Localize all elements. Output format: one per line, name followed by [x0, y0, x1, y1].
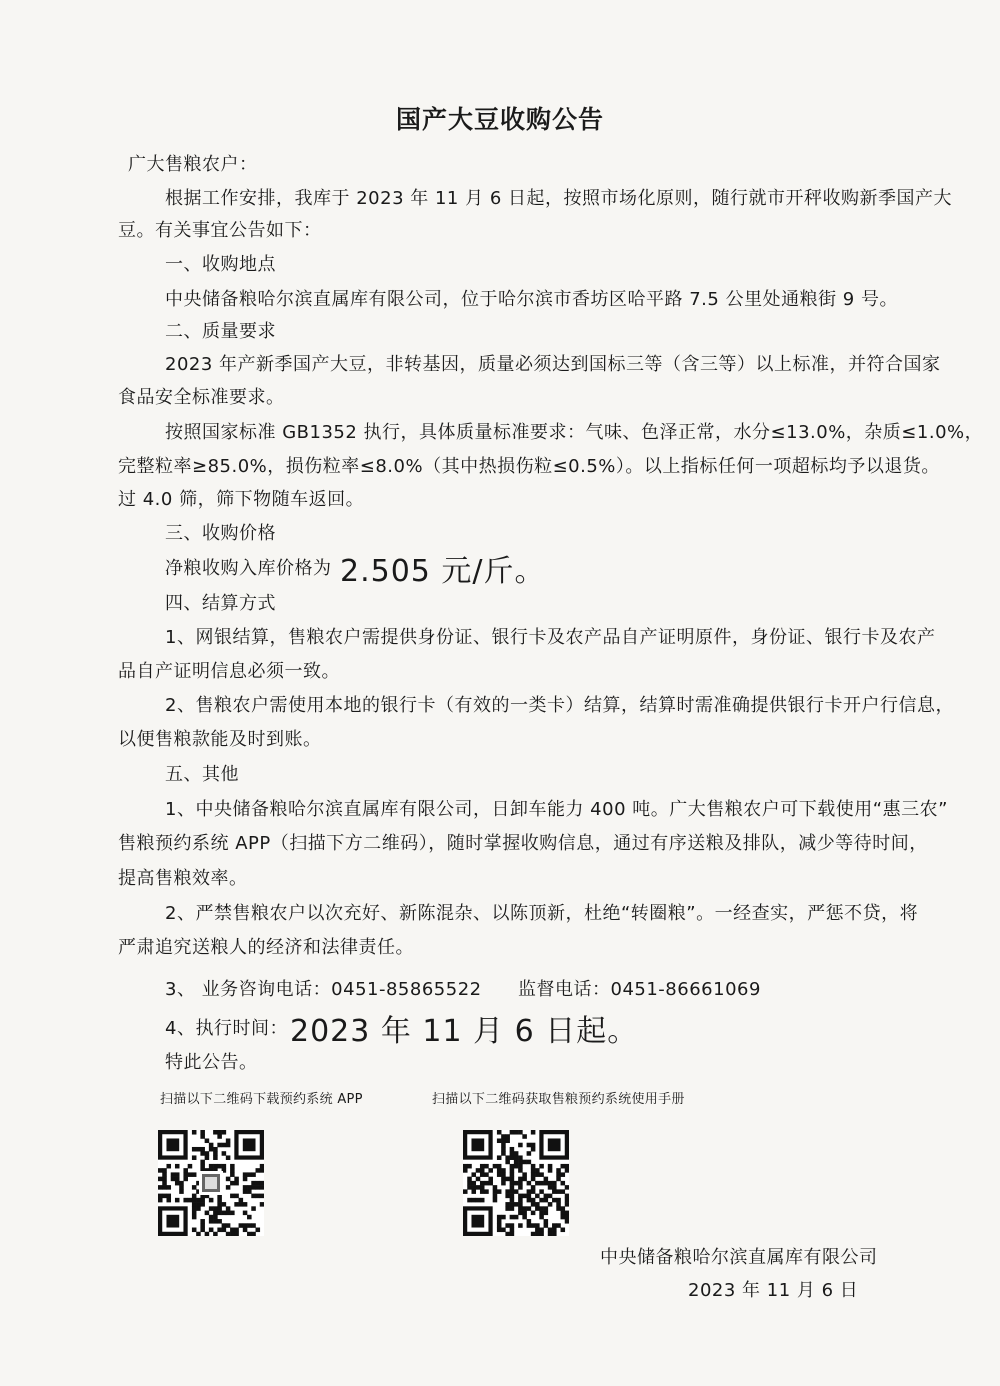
page-title: 国产大豆收购公告 — [395, 105, 604, 134]
section-5-p1-line-2: 售粮预约系统 APP（扫描下方二维码），随时掌握收购信息，通过有序送粮及排队，减少等待时间， — [118, 833, 928, 854]
section-3-heading: 三、收购价格 — [165, 523, 276, 544]
closing-text: 特此公告。 — [165, 1052, 258, 1073]
price-prefix: 净粮收购入库价格为 — [165, 558, 332, 579]
section-4-p2-line-2: 以便售粮款能及时到账。 — [118, 729, 322, 750]
section-4-p2-line-1: 2、售粮农户需使用本地的银行卡（有效的一类卡）结算，结算时需准确提供银行卡开户行信息， — [165, 695, 954, 716]
qr-right-caption: 扫描以下二维码获取售粮预约系统使用手册 — [432, 1092, 685, 1107]
manual-qr-code — [463, 1130, 569, 1236]
qr-left-caption: 扫描以下二维码下载预约系统 APP — [160, 1092, 363, 1107]
section-4-p1-line-2: 品自产证明信息必须一致。 — [118, 661, 340, 682]
section-4-heading: 四、结算方式 — [165, 593, 276, 614]
supervise-phone: 监督电话：0451-86661069 — [518, 979, 761, 1000]
section-2-p2-line-2: 完整粒率≥85.0%，损伤粒率≤8.0%（其中热损伤粒≤0.5%）。以上指标任何一项超标均予以退货。 — [118, 456, 940, 477]
section-2-p1-line-2: 食品安全标准要求。 — [118, 387, 285, 408]
signature-date: 2023 年 11 月 6 日 — [688, 1280, 859, 1301]
section-5-p2-line-2: 严肃追究送粮人的经济和法律责任。 — [118, 937, 414, 958]
price-value: 2.505 元/斤。 — [340, 554, 546, 589]
section-5-p1-line-3: 提高售粮效率。 — [118, 868, 248, 889]
section-5-p2-line-1: 2、严禁售粮农户以次充好、新陈混杂、以陈顶新，杜绝“转圈粮”。一经查实，严惩不贷，将 — [165, 903, 919, 924]
app-download-qr-code — [158, 1130, 264, 1236]
intro-line-2: 豆。有关事宜公告如下： — [118, 220, 322, 241]
intro-line-1: 根据工作安排，我库于 2023 年 11 月 6 日起，按照市场化原则，随行就市开秤收购新季国产大 — [165, 188, 952, 209]
section-2-p1-line-1: 2023 年产新季国产大豆，非转基因，质量必须达到国标三等（含三等）以上标准，并符合国家 — [165, 354, 941, 375]
exec-time-date: 2023 年 11 月 6 日起。 — [290, 1014, 639, 1049]
signature-org: 中央储备粮哈尔滨直属库有限公司 — [600, 1247, 878, 1268]
section-4-p1-line-1: 1、网银结算，售粮农户需提供身份证、银行卡及农产品自产证明原件，身份证、银行卡及农产 — [165, 627, 936, 648]
section-5-heading: 五、其他 — [165, 764, 239, 785]
section-2-p2-line-1: 按照国家标准 GB1352 执行，具体质量标准要求：气味、色泽正常，水分≤13.0%，杂质≤1.0%， — [165, 422, 984, 443]
section-2-heading: 二、质量要求 — [165, 321, 276, 342]
section-5-p1-line-1: 1、中央储备粮哈尔滨直属库有限公司，日卸车能力 400 吨。广大售粮农户可下载使用“惠三农” — [165, 799, 948, 820]
section-2-p2-line-3: 过 4.0 筛，筛下物随车返回。 — [118, 489, 365, 510]
exec-time-label: 4、执行时间： — [165, 1018, 288, 1039]
salutation: 广大售粮农户： — [128, 154, 258, 175]
section-1-heading: 一、收购地点 — [165, 254, 276, 275]
section-1-text: 中央储备粮哈尔滨直属库有限公司，位于哈尔滨市香坊区哈平路 7.5 公里处通粮街 9 号。 — [165, 289, 898, 310]
consult-phone: 3、 业务咨询电话：0451-85865522 — [165, 979, 482, 1000]
